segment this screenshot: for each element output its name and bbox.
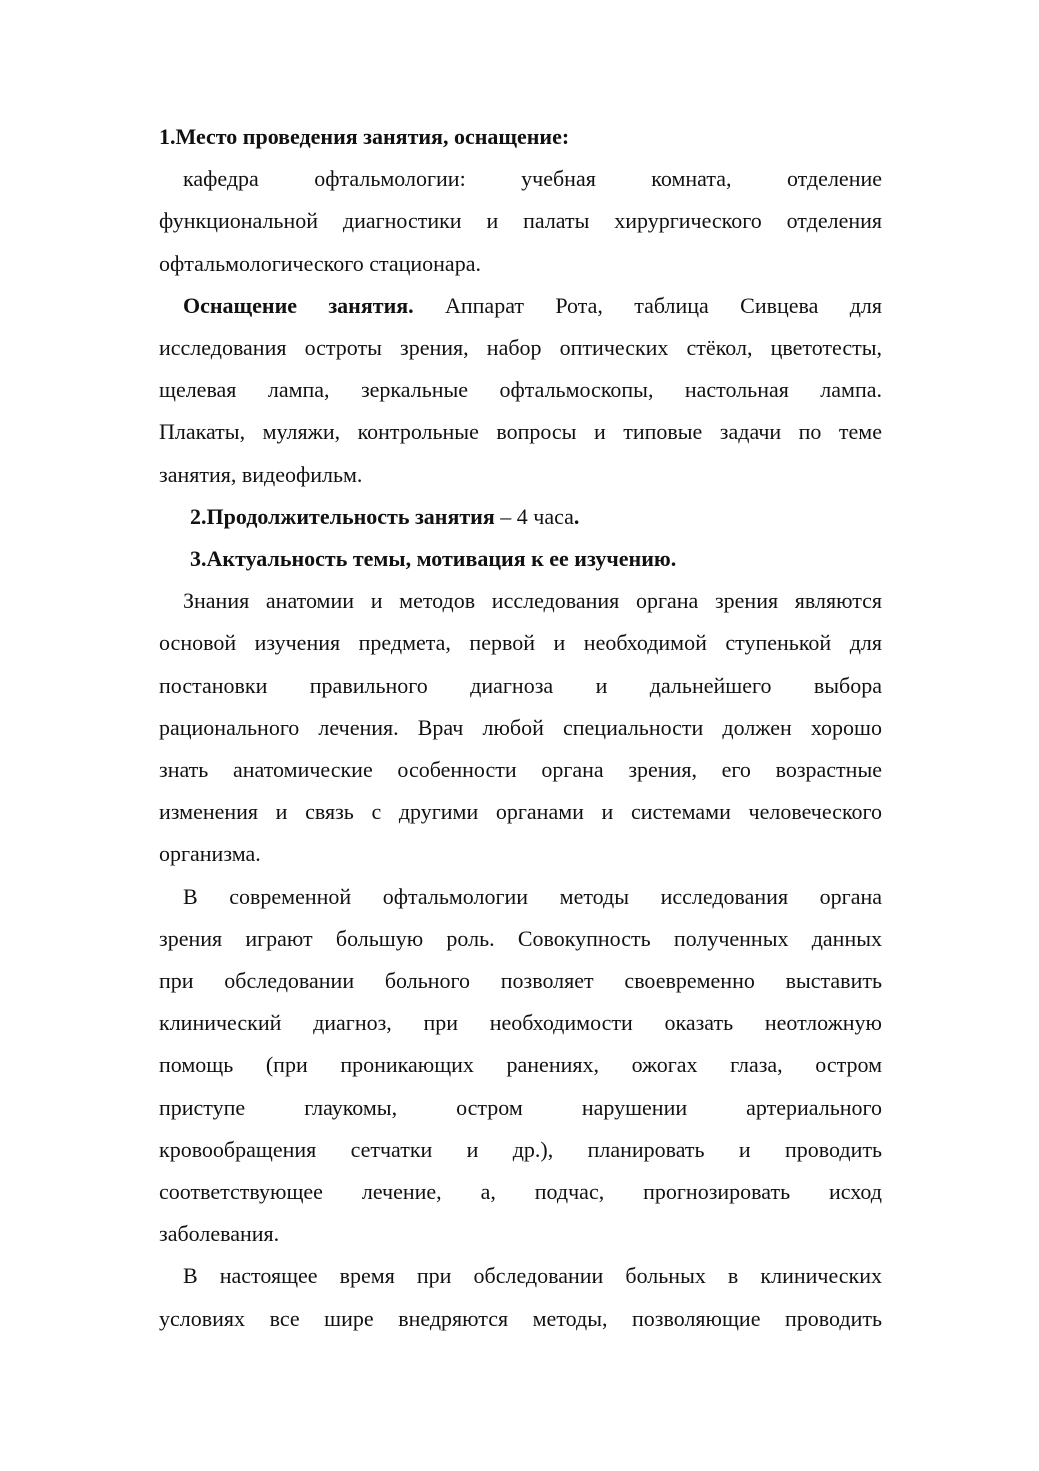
text-line: В настоящее время при обследовании больных в клинических — [183, 1263, 882, 1289]
text-line: зрения играют большую роль. Совокупность полученных данных — [159, 925, 882, 951]
text-line: организма. — [159, 841, 261, 867]
equipment-first-line — [159, 285, 882, 327]
text-line: занятия, видеофильм. — [159, 461, 363, 487]
text-line: соответствующее лечение, а, подчас, прогнозировать исход — [159, 1179, 882, 1205]
duration-value: – 4 часа — [500, 503, 574, 529]
duration-label: 2.Продолжительность занятия — [190, 503, 495, 529]
text-line: функциональной диагностики и палаты хирургического отделения — [159, 208, 882, 234]
text-line: условиях все шире внедряются методы, позволяющие проводить — [159, 1305, 882, 1331]
text-line: заболевания. — [159, 1221, 280, 1247]
equipment-text: Аппарат Рота, таблица Сивцева для — [445, 292, 883, 318]
section-3-heading: 3.Актуальность темы, мотивация к ее изучению. — [190, 546, 677, 572]
text-line: щелевая лампа, зеркальные офтальмоскопы, настольная лампа. — [159, 377, 882, 403]
text-line: постановки правильного диагноза и дальнейшего выбора — [159, 672, 882, 698]
text-line: Знания анатомии и методов исследования органа зрения являются — [183, 588, 882, 614]
text-line: рационального лечения. Врач любой специальности должен хорошо — [159, 714, 882, 740]
text-line: Плакаты, муляжи, контрольные вопросы и типовые задачи по теме — [159, 419, 882, 445]
text-line: помощь (при проникающих ранениях, ожогах глаза, остром — [159, 1052, 882, 1078]
equipment-label: Оснащение занятия. — [183, 292, 414, 318]
text-line: кровообращения сетчатки и др.), планировать и проводить — [159, 1136, 882, 1162]
text-line: кафедра офтальмологии: учебная комната, отделение — [183, 166, 882, 192]
text-line: знать анатомические особенности органа зрения, его возрастные — [159, 757, 882, 783]
text-line: приступе глаукомы, остром нарушении артериального — [159, 1094, 882, 1120]
duration-dot: . — [573, 503, 580, 529]
text-line: исследования остроты зрения, набор оптических стёкол, цветотесты, — [159, 335, 882, 361]
text-line: изменения и связь с другими органами и системами человеческого — [159, 799, 882, 825]
text-line: при обследовании больного позволяет своевременно выставить — [159, 968, 882, 994]
text-line: основой изучения предмета, первой и необходимой ступенькой для — [159, 630, 882, 656]
document-page — [159, 116, 882, 1340]
section-1-heading: 1.Место проведения занятия, оснащение: — [159, 124, 570, 149]
text-line: В современной офтальмологии методы исследования органа — [183, 883, 882, 909]
section-2-heading — [159, 496, 882, 538]
text-line: клинический диагноз, при необходимости оказать неотложную — [159, 1010, 882, 1036]
text-line: офтальмологического стационара. — [159, 250, 481, 276]
